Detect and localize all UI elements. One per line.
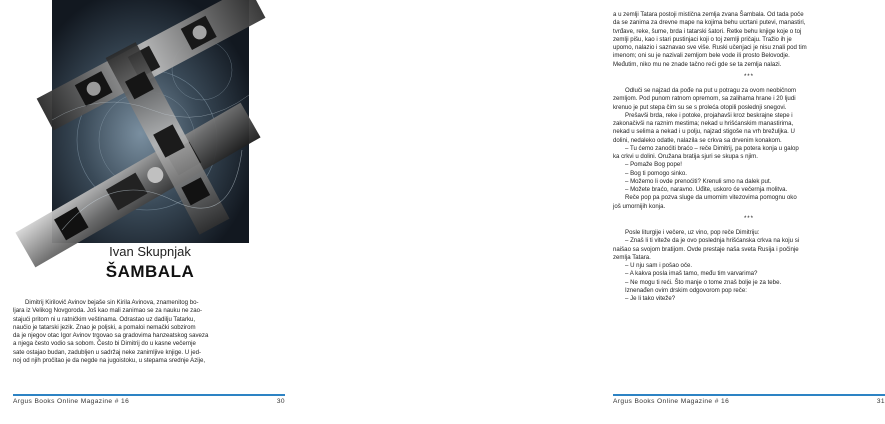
- paragraph: – Znaš li ti viteže da je ovo poslednja hrišćanska crkva na koju si naišao sa svojom bratijom. Ovde prestaje naša sveta Rusija i počinje zemlja Tatara.: [613, 237, 800, 261]
- cover-artwork: [52, 0, 249, 243]
- paragraph: Prešavši brda, reke i potoke, projahavši kroz beskrajne stepe i zakonačivši na raznim mestima; nekad u hrišćanskim manastirima, nekad u selima a nekad i u polju, najzad stigoše na vrh brežuljka. U dolini, nedaleko odatle, nalazila se crkva sa drvenim konakom.: [613, 111, 795, 144]
- right-page: [300, 0, 885, 424]
- cover-artwork-drawing: [52, 0, 249, 243]
- paragraph: – U nju sam i pošao oče.: [625, 262, 693, 269]
- right-body-text: [613, 11, 885, 303]
- paragraph: – Tu ćemo zanoćiti braćo – reče Dimitrij, pa potera konja u galop ka crkvi u dolini. Oružana bratija sjuri se skupa s njim.: [613, 144, 799, 160]
- left-body-text: [13, 299, 285, 365]
- footer-page-number: 31: [876, 398, 885, 405]
- paragraph: Posle liturgije i večere, uz vino, pop reče Dimitriju:: [625, 229, 760, 236]
- paragraph: a u zemlji Tatara postoji mistična zemlja zvana Šambala. Od tada poče da se zanima za drevne mape na kojima behu ucrtani putevi, manastiri, tvrđave, reke, šume, brda i tatarski šatori. Retke behu knjige koje o toj zemlji pišu, kao i stari pustinjaci koji o toj zemlji pričaju. Tražio ih je upomo, nalazio i saznavao sve više. Ruski učenjaci je nisu znali pod tim imenom; oni su je nazivali zemljom bele vode ili prosto Belovodje. Međutim, niko mu ne znade tačno reći gde se ta zemlja nalazi.: [613, 11, 807, 68]
- footer-page-number: 30: [276, 398, 285, 405]
- paragraph: – Ne mogu ti reći. Što manje o tome znaš bolje je za tebe.: [625, 278, 782, 286]
- paragraph: – Je li tako viteže?: [625, 295, 676, 302]
- paragraph: – Možemo li ovde prenoćiti? Krenuli smo na dalek put.: [625, 177, 772, 185]
- paragraph: – Možete braćo, naravno. Uđite, uskoro će večernja molitva.: [625, 186, 788, 193]
- page-footer-right: [613, 394, 885, 405]
- footer-publication: Argus Books Online Magazine # 16: [613, 398, 730, 405]
- paragraph: – A kakva posla imaš tamo, među tim varvarima?: [625, 270, 758, 278]
- paragraph: Dimitrij Kirilovič Avinov bejaše sin Kirila Avinova, znamenitog bo- ljara iz Velikog Novgoroda. Još kao mali zanimao se za nauku ne zao- stajući pritom ni u ratničkim veštinama. Odrastao uz dadilju Tatarku, naučio je tatarski jezik. Znao je poljski, a pomaloi nemački sobzirom da je njegov otac Igor Avinov trgovao sa gradovima hanzeatskog saveza a njega često vodio sa sobom. Često bi Dimitrij do u kasne večernje sate ostajao budan, zadubljen u sadržaj neke zanimljive knjige. U jed- noj od njih pročitao je da negde na jugoistoku, u stepama srednje Azije,: [13, 299, 209, 364]
- paragraph: Reče pop pa pozva sluge da umornim vitezovima pomognu oko još umornijih konja.: [613, 194, 797, 210]
- author-name: Ivan Skupnjak: [109, 244, 191, 259]
- paragraph: Odluči se najzad da pođe na put u potragu za ovom neobičnom zemljom. Pod punom ratnom opremom, sa zalihama hrane i 20 ljudi krenuo je put stepa čim su se s proleća otopili poslednji snegovi.: [613, 87, 797, 111]
- page-footer-left: [13, 394, 285, 405]
- section-separator: ***: [743, 214, 755, 222]
- left-page: [0, 0, 300, 424]
- story-title: ŠAMBALA: [105, 262, 195, 281]
- paragraph: Iznenađen ovim drskim odgovorom pop reče:: [625, 286, 747, 294]
- section-separator: ***: [743, 72, 755, 80]
- paragraph: – Bog ti pomogo sinko.: [625, 169, 687, 177]
- footer-publication: Argus Books Online Magazine # 16: [13, 398, 130, 405]
- paragraph: – Pomaže Bog pope!: [625, 161, 682, 169]
